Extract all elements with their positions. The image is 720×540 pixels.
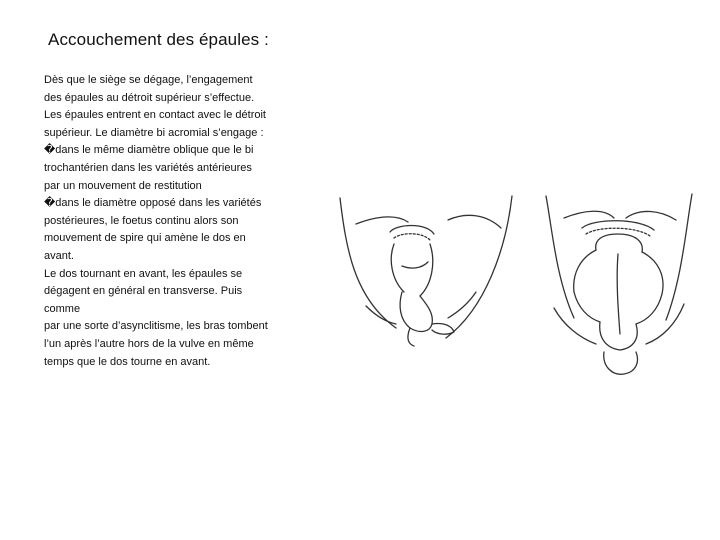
paragraph-2: Les épaules entrent en contact avec le détroit supérieur. Le diamètre bi acromial s’engage : — [44, 109, 266, 139]
paragraph-1: Dès que le siège se dégage, l’engagement des épaules au détroit supérieur s’effectue. — [44, 74, 255, 104]
fetus-side-view-drawing — [336, 188, 516, 398]
illustration-shoulder-delivery-back — [544, 188, 694, 398]
illustration-shoulder-delivery-side — [336, 188, 516, 398]
body-text — [44, 72, 269, 371]
fetus-back-view-drawing — [544, 188, 694, 398]
paragraph-5: Le dos tournant en avant, les épaules se dégagent en général en transverse. Puis comme — [44, 267, 243, 315]
paragraph-3: �dans le même diamètre oblique que le bi trochantérien dans les variétés antérieures par un mouvement de restitution — [44, 144, 254, 192]
paragraph-6: par une sorte d’asynclitisme, les bras tombent l’un après l’autre hors de la vulve en même temps que le dos tourne en avant. — [44, 320, 268, 368]
paragraph-4: �dans le diamètre opposé dans les variétés postérieures, le foetus continu alors son mouvement de spire qui amène le dos en avant. — [44, 197, 262, 262]
slide-title: Accouchement des épaules : — [48, 30, 269, 49]
